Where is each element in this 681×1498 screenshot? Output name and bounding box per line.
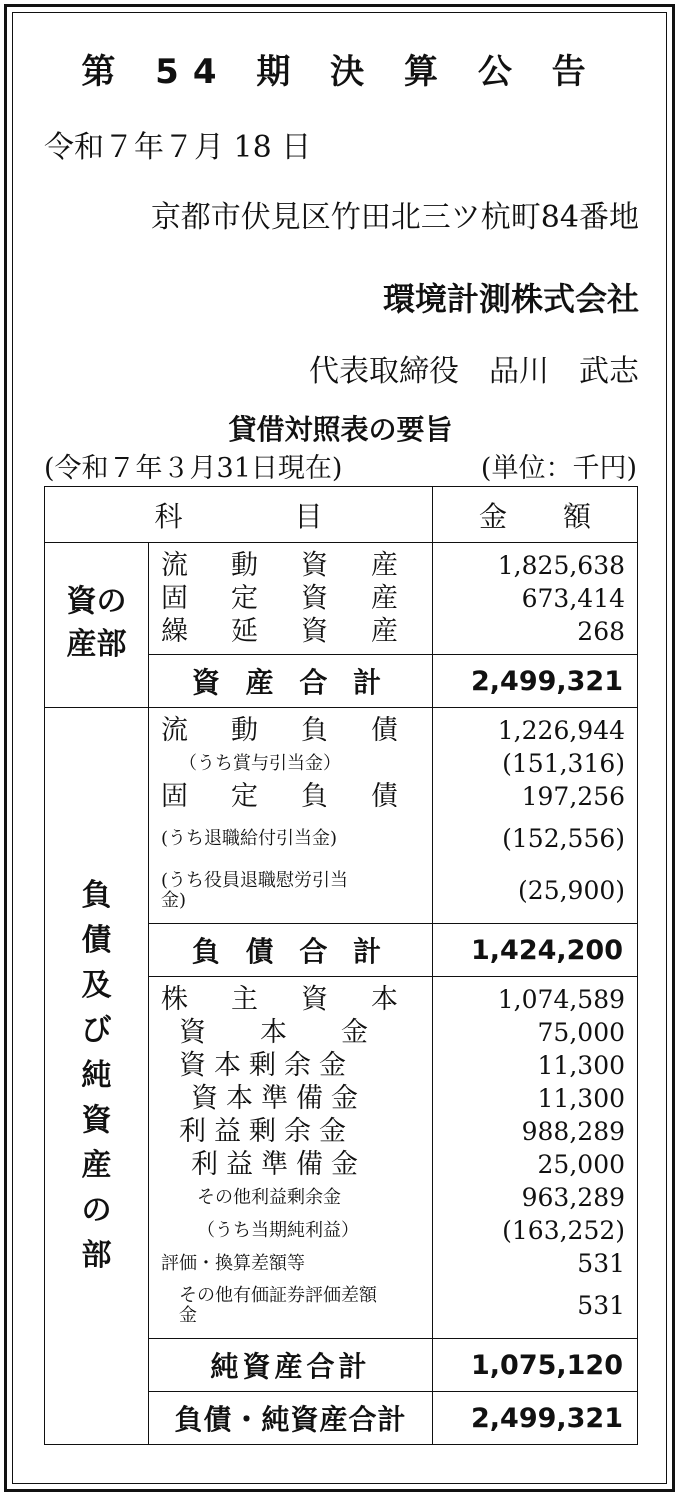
- value: (163,252): [502, 1216, 626, 1245]
- value: 11,300: [537, 1084, 626, 1113]
- list-item: その他有価証券評価差額金: [179, 1285, 377, 1326]
- equity-total-value: 1,075,120: [433, 1339, 638, 1392]
- grand-total-label: 負債・純資産合計: [149, 1392, 433, 1445]
- equity-total-label: 純資産合計: [149, 1339, 433, 1392]
- value: 1,825,638: [497, 551, 626, 580]
- assets-section-text: 資の産部: [66, 584, 127, 663]
- value: (25,900): [518, 876, 626, 905]
- value: 1,074,589: [497, 985, 626, 1014]
- notice-date: 令和７年７月 18 日: [44, 130, 312, 165]
- value: 531: [577, 1249, 626, 1278]
- assets-values: [433, 543, 638, 655]
- notice-title: 第 54 期 決 算 公 告: [81, 52, 600, 92]
- value: 25,000: [537, 1150, 626, 1179]
- equity-values: [433, 977, 638, 1339]
- grand-total-value: 2,499,321: [433, 1392, 638, 1445]
- list-item: 利益準備金: [191, 1149, 366, 1180]
- value: 1,226,944: [497, 716, 626, 745]
- liabilities-items: [149, 708, 433, 924]
- list-item: 固 定 資 産: [161, 583, 406, 614]
- value: 197,256: [521, 782, 626, 811]
- list-item: 流 動 資 産: [161, 550, 406, 581]
- assets-total-label: 資 産 合 計: [149, 655, 433, 708]
- header-account: 科 目: [45, 487, 433, 543]
- value: 75,000: [537, 1018, 626, 1047]
- header-amount: 金 額: [433, 487, 638, 543]
- company-name: 環境計測株式会社: [382, 280, 639, 318]
- list-item: 評価・換算差額等: [161, 1253, 305, 1274]
- value: (151,316): [502, 749, 626, 778]
- list-item: 株 主 資 本: [161, 984, 406, 1015]
- value: 268: [577, 617, 626, 646]
- liabilities-total-value: 1,424,200: [433, 924, 638, 977]
- list-item: 繰 延 資 産: [161, 616, 406, 647]
- assets-items: [149, 543, 433, 655]
- balance-sheet-date: (令和７年３月31日現在): [44, 453, 343, 484]
- liabilities-row: [45, 708, 638, 924]
- liabilities-section-text: 負債及び純資産の部: [81, 877, 112, 1273]
- value: 531: [577, 1291, 626, 1320]
- list-item: （うち当期純利益）: [197, 1220, 359, 1241]
- list-item: (うち退職給付引当金): [161, 828, 338, 849]
- list-item: (うち役員退職慰労引当金): [161, 870, 349, 911]
- balance-sheet-unit: (単位：千円): [480, 453, 637, 484]
- list-item: （うち賞与引当金）: [179, 753, 341, 774]
- assets-row: [45, 543, 638, 655]
- value: 673,414: [521, 584, 626, 613]
- liabilities-values: [433, 708, 638, 924]
- liabilities-section-label: [45, 708, 149, 1445]
- list-item: 資本剰余金: [179, 1050, 354, 1081]
- balance-sheet-table: [44, 486, 638, 1445]
- value: 963,289: [521, 1183, 626, 1212]
- list-item: 資本準備金: [191, 1083, 366, 1114]
- table-header-row: [45, 487, 638, 543]
- value: 988,289: [521, 1117, 626, 1146]
- company-address: 京都市伏見区竹田北三ツ杭町84番地: [150, 200, 639, 235]
- list-item: 資 本 金: [179, 1017, 368, 1048]
- assets-total-value: 2,499,321: [433, 655, 638, 708]
- list-item: その他利益剰余金: [197, 1187, 341, 1208]
- list-item: 流 動 負 債: [161, 715, 406, 746]
- representative: 代表取締役 品川 武志: [309, 354, 639, 389]
- value: 11,300: [537, 1051, 626, 1080]
- value: (152,556): [502, 824, 626, 853]
- list-item: 利益剰余金: [179, 1116, 354, 1147]
- balance-sheet-title: 貸借対照表の要旨: [228, 413, 453, 446]
- assets-section-label: [45, 543, 149, 708]
- liabilities-total-label: 負 債 合 計: [149, 924, 433, 977]
- list-item: 固 定 負 債: [161, 781, 406, 812]
- equity-items: [149, 977, 433, 1339]
